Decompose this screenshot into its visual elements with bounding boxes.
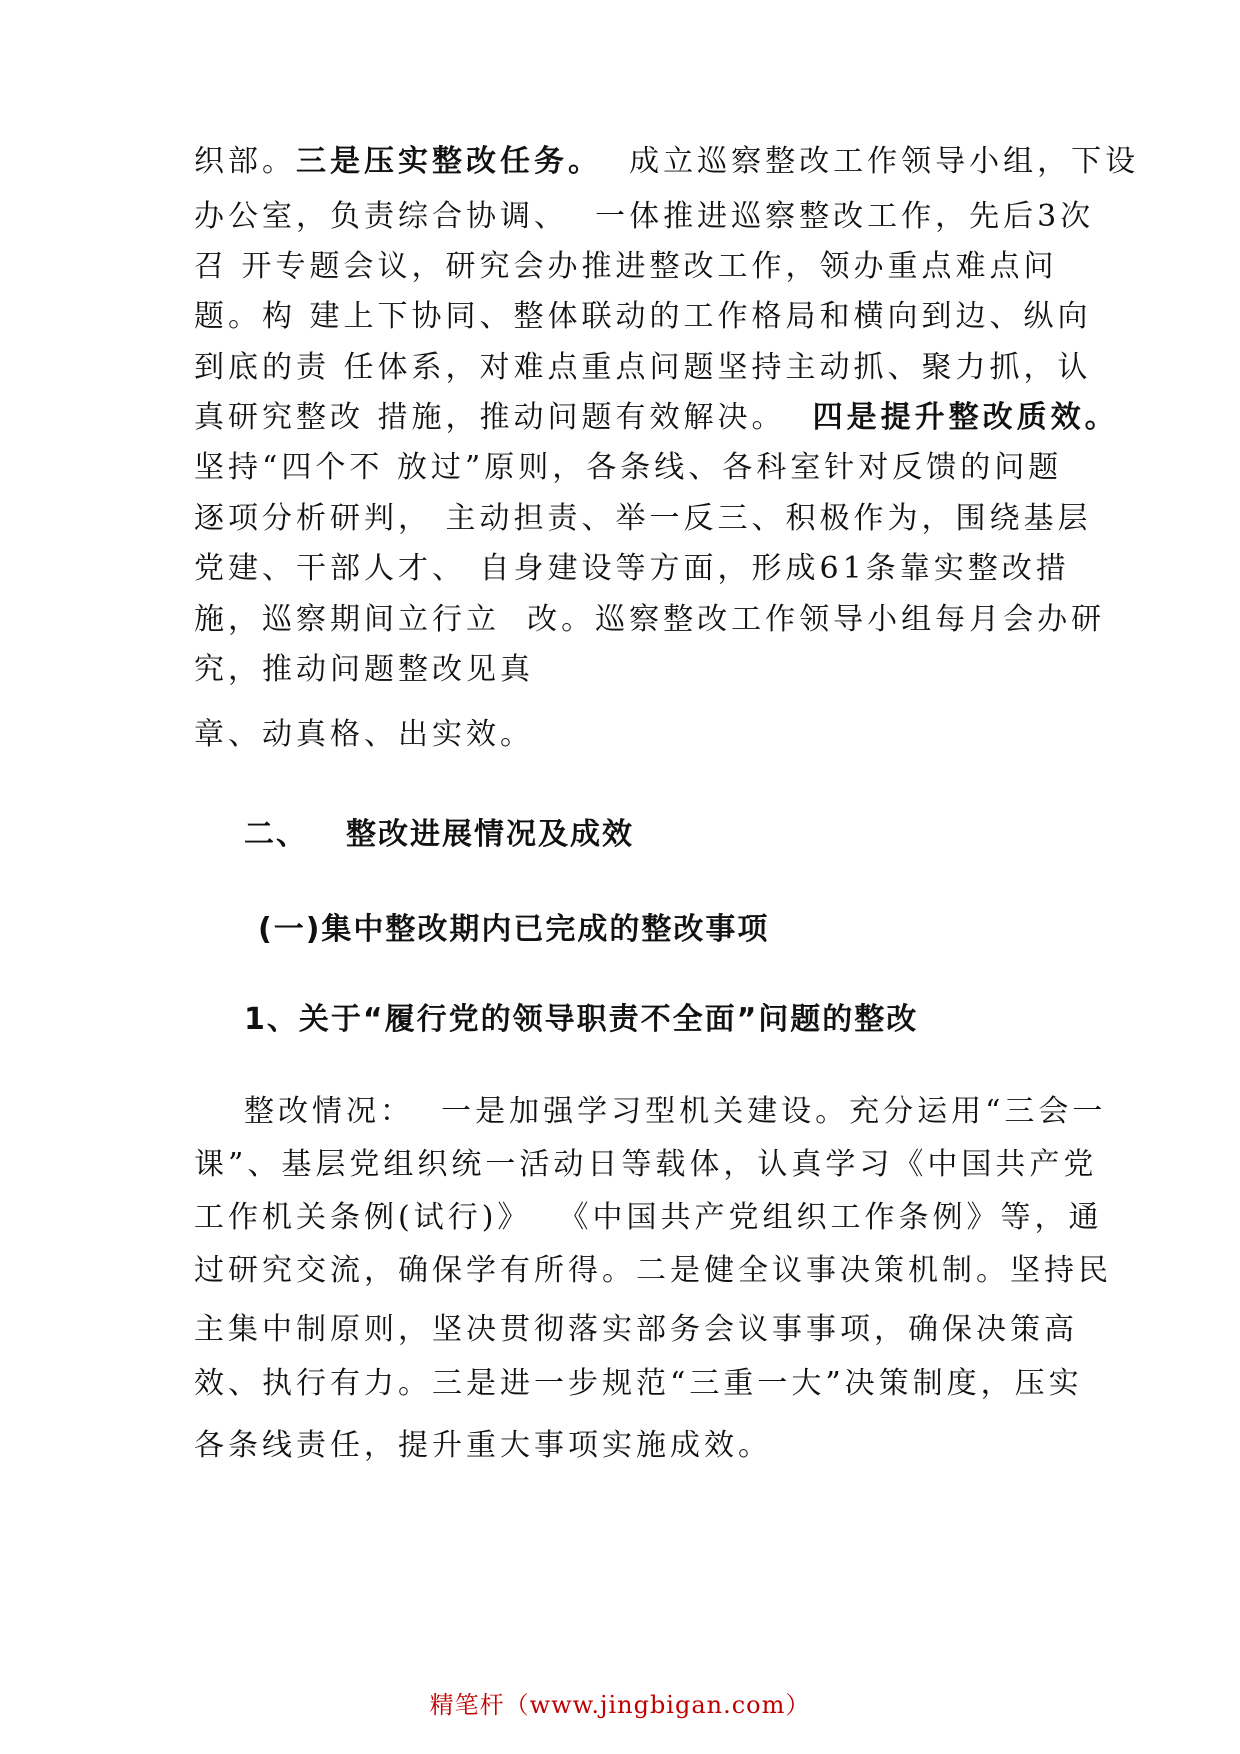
para2-line-5: 主集中制原则，坚决贯彻落实部务会议事事项，确保决策高 (194, 1312, 1078, 1347)
para1-line-5: 到底的责 任体系，对难点重点问题坚持主动抓、聚力抓，认 (194, 350, 1092, 385)
para1-line-2: 办公室，负责综合协调、 一体推进巡察整改工作，先后3次 (194, 199, 1095, 234)
text-run: 织部。 (194, 144, 296, 179)
section-title: 整改进展情况及成效 (346, 817, 634, 852)
para1-line-10: 施，巡察期间立行立 改。巡察整改工作领导小组每月会办研 (194, 602, 1106, 637)
para2-line-2: 课”、基层党组织统一活动日等载体，认真学习《中国共产党 (194, 1147, 1098, 1182)
para1-line-3: 召 开专题会议，研究会办推进整改工作，领办重点难点问 (194, 249, 1058, 284)
para1-line-1 (194, 142, 1139, 182)
para2-line-6: 效、执行有力。三是进一步规范“三重一大”决策制度，压实 (194, 1366, 1083, 1401)
para1-line-11: 究，推动问题整改见真 (194, 652, 534, 687)
para2-line-7: 各条线责任，提升重大事项实施成效。 (194, 1428, 772, 1463)
para1-line-4: 题。构 建上下协同、整体联动的工作格局和横向到边、纵向 (194, 299, 1092, 334)
text-run: 真研究整改 措施，推动问题有效解决。 (194, 400, 813, 435)
para1-line-9: 党建、干部人才、 自身建设等方面，形成61条靠实整改措 (194, 551, 1070, 586)
section-number: 二、 (244, 817, 308, 852)
para1-line-8: 逐项分析研判， 主动担责、举一反三、积极作为，围绕基层 (194, 501, 1092, 536)
para2-line-4: 过研究交流，确保学有所得。二是健全议事决策机制。坚持民 (194, 1253, 1112, 1288)
item-heading: 1、关于“履行党的领导职责不全面”问题的整改 (244, 1002, 919, 1037)
text-run: 成立巡察整改工作领导小组，下设 (602, 144, 1140, 179)
para2-line-3: 工作机关条例(试行)》 《中国共产党组织工作条例》等，通 (194, 1200, 1103, 1235)
para1-line-7: 坚持“四个不 放过”原则，各条线、各科室针对反馈的问题 (194, 450, 1063, 485)
subsection-heading: (一)集中整改期内已完成的整改事项 (258, 912, 770, 947)
bold-lead-sanshi: 三是压实整改任务。 (296, 144, 602, 179)
footer-source-text: 精笔杆（www.jingbigan.com） (429, 1691, 811, 1719)
bold-lead-sishi: 四是提升整改质效。 (812, 400, 1119, 435)
para2-line-1: 整改情况： 一是加强学习型机关建设。充分运用“三会一 (244, 1094, 1107, 1129)
section-heading (244, 815, 634, 855)
para1-line-12: 章、动真格、出实效。 (194, 717, 534, 752)
para1-line-6 (194, 398, 1119, 438)
